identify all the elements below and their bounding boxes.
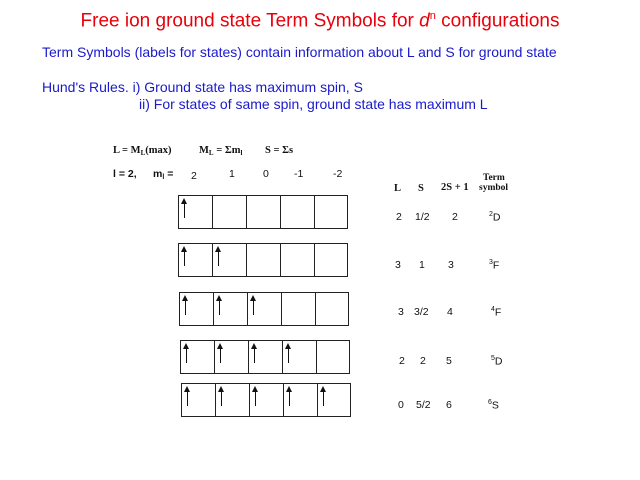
orbital-box xyxy=(280,243,314,277)
spin-up-arrow-icon xyxy=(323,389,324,406)
header-L: L xyxy=(394,183,402,194)
spin-up-arrow-icon xyxy=(289,389,290,406)
orbital-box xyxy=(246,243,280,277)
S-value: 3/2 xyxy=(414,306,429,318)
orbital-box xyxy=(214,340,248,374)
orbital-box xyxy=(213,292,247,326)
orbital-box-row xyxy=(180,340,350,374)
S-value: 5/2 xyxy=(416,399,431,411)
orbital-box xyxy=(246,195,280,229)
orbital-box-row xyxy=(179,292,349,326)
header-symbol: symbol xyxy=(479,183,509,193)
orbital-box xyxy=(181,383,215,417)
orbital-box xyxy=(179,292,213,326)
orbital-box xyxy=(280,195,314,229)
ml-value: 0 xyxy=(263,168,269,180)
S-value: 1/2 xyxy=(415,211,430,223)
term-symbol: $^3$F xyxy=(489,259,500,272)
spin-up-arrow-icon xyxy=(184,201,185,218)
intro-text: Term Symbols (labels for states) contain information about L and S for ground state xyxy=(42,44,557,60)
page-title: Free ion ground state Term Symbols for $d^n$ configurations xyxy=(80,10,560,32)
orbital-box-row xyxy=(178,243,348,277)
header-term: Term xyxy=(483,173,505,183)
term-symbol: $^4$F xyxy=(491,306,502,319)
spin-up-arrow-icon xyxy=(221,389,222,406)
spin-up-arrow-icon xyxy=(187,389,188,406)
orbital-box xyxy=(178,195,212,229)
orbital-box xyxy=(314,243,348,277)
ml-value: 2 xyxy=(191,170,197,182)
orbital-box xyxy=(180,340,214,374)
multiplicity-value: 2 xyxy=(452,211,458,223)
multiplicity-value: 5 xyxy=(446,355,452,367)
L-value: 3 xyxy=(398,306,404,318)
multiplicity-value: 6 xyxy=(446,399,452,411)
spin-up-arrow-icon xyxy=(288,346,289,363)
orbital-box xyxy=(315,292,349,326)
multiplicity-value: 3 xyxy=(448,259,454,271)
orbital-box-row xyxy=(181,383,351,417)
L-value: 2 xyxy=(399,355,405,367)
multiplicity-value: 4 xyxy=(447,306,453,318)
header-multiplicity: 2S + 1 xyxy=(441,182,469,193)
orbital-box xyxy=(283,383,317,417)
orbital-box xyxy=(215,383,249,417)
L-value: 2 xyxy=(396,211,402,223)
spin-up-arrow-icon xyxy=(220,346,221,363)
formula-L: $L = M_L(\max)$ xyxy=(113,145,172,157)
orbital-box xyxy=(248,340,282,374)
formula-ML: $M_L = \Sigma m_l$ xyxy=(199,145,243,157)
orbital-box xyxy=(317,383,351,417)
ml-value: -1 xyxy=(294,168,304,180)
orbital-box xyxy=(212,243,246,277)
ml-label: $m_l$ = xyxy=(153,168,174,181)
formula-S: S = Σs xyxy=(265,145,294,156)
term-symbol: $^6$S xyxy=(488,399,499,412)
S-value: 1 xyxy=(419,259,425,271)
spin-up-arrow-icon xyxy=(218,249,219,266)
orbital-box-row xyxy=(178,195,348,229)
orbital-box xyxy=(314,195,348,229)
spin-up-arrow-icon xyxy=(184,249,185,266)
orbital-box xyxy=(247,292,281,326)
orbital-box xyxy=(316,340,350,374)
spin-up-arrow-icon xyxy=(219,298,220,315)
S-value: 2 xyxy=(420,355,426,367)
orbital-box xyxy=(282,340,316,374)
spin-up-arrow-icon xyxy=(185,298,186,315)
orbital-box xyxy=(212,195,246,229)
term-symbol: $^2$D xyxy=(489,211,501,224)
term-symbol: $^5$D xyxy=(491,355,503,368)
orbital-box xyxy=(281,292,315,326)
spin-up-arrow-icon xyxy=(254,346,255,363)
orbital-box xyxy=(249,383,283,417)
hund-rule-2: ii) For states of same spin, ground state has maximum L xyxy=(139,96,488,112)
header-S: S xyxy=(418,183,424,194)
spin-up-arrow-icon xyxy=(255,389,256,406)
L-value: 3 xyxy=(395,259,401,271)
L-value: 0 xyxy=(398,399,404,411)
hund-rule-1: Hund's Rules. i) Ground state has maximum spin, S xyxy=(42,79,363,95)
ml-value: -2 xyxy=(333,168,343,180)
ml-value: 1 xyxy=(229,168,235,180)
spin-up-arrow-icon xyxy=(186,346,187,363)
l-label: l = 2, xyxy=(113,168,137,180)
orbital-box xyxy=(178,243,212,277)
spin-up-arrow-icon xyxy=(253,298,254,315)
